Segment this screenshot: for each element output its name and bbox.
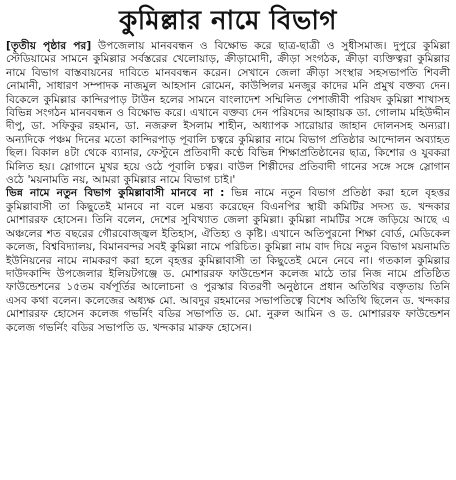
- continued-from-label: [তৃতীয় পৃষ্ঠার পর]: [6, 40, 92, 52]
- subheading: ভিন্ন নামে নতুন বিভাগ কুমিল্লাবাসী মানবে না :: [6, 187, 225, 200]
- headline: কুমিল্লার নামে বিভাগ: [119, 6, 337, 36]
- paragraph-intro: [6, 40, 450, 187]
- paragraph-second: [6, 187, 450, 334]
- paragraph-intro-text: উপজেলায় মানববন্ধন ও বিক্ষোভ করে ছাত্র-ছাত্রী ও সুধীসমাজ। দুপুরে কুমিল্লা স্টেডিয়ামের সামনে কুমিল্লার সর্বস্তরের খেলোয়াড়, ক্রীড়ামোদী, ক্রীড়া সংগঠক, ক্রীড়া ব্যক্তিত্বরা কুমিল্লার নামে বিভাগ বাস্তবায়নের দাবিতে মানববন্ধন করেন। সেখানে জেলা ক্রীড়া সংস্থার সহসভাপতি শিবলী নোমানী, সাধারণ সম্পাদক নাজমুল আহসান রোমেন, কাউন্সিলর মনজুর কাদের মনি প্রমুখ বক্তব্য দেন। বিকেলে কুমিল্লার কান্দিরপাড় টাউন হলের সামনে বাংলাদেশ সম্মিলিত পেশাজীবী পরিষদ কুমিল্লা শাখাসহ বিভিন্ন সংগঠন মানববন্ধন ও বিক্ষোভ করে। এখানে বক্তব্য দেন পরিষদের আহ্বায়ক ডা. গোলাম মহিউদ্দীন দীপু, ডা. সফিকুর রহমান, ডা. নজরুল ইসলাম শাহীন, অধ্যাপক সারোয়ার জাহান দোলনসহ অন্যরা। অন্যদিকে পঞ্চম দিনের মতো কান্দিরপাড় পূবালি চত্বরে কুমিল্লার নামে বিভাগ প্রতিষ্ঠার আন্দোলন অব্যাহত ছিল। বিকাল ৪টা থেকে ব্যানার, ফেস্টুনে প্রতিবাদী কণ্ঠে বিভিন্ন শিক্ষাপ্রতিষ্ঠানের ছাত্র, কিশোর ও যুবকরা মিলিত হয়। স্লোগানে মুখর হয়ে ওঠে পূবালি চত্বর। বাউল শিল্পীদের প্রতিবাদী গানের সঙ্গে সঙ্গে স্লোগান ওঠে 'ময়নামতি নয়, আমরা কুমিল্লার নামে বিভাগ চাই।': [6, 40, 450, 187]
- paragraph-second-text: ভিন্ন নামে নতুন বিভাগ প্রতিষ্ঠা করা হলে বৃহত্তর কুমিল্লাবাসী তা কিছুতেই মানবে না বলে মন্তব্য করেছেন বিএনপির স্থায়ী কমিটির সদস্য ড. খন্দকার মোশাররফ হোসেন। তিনি বলেন, দেশের সুবিখ্যাত জেলা কুমিল্লা। কুমিল্লা নামটির সঙ্গে জড়িয়ে আছে এ অঞ্চলের শত বছরের গৌরবোজ্জ্বল ইতিহাস, ঐতিহ্য ও কৃষ্টি। এখানে অতিপুরনো শিক্ষা বোর্ড, মেডিকেল কলেজ, বিশ্ববিদ্যালয়, বিমানবন্দর সবই কুমিল্লা নামে পরিচিত। কুমিল্লা নাম বাদ দিয়ে নতুন বিভাগ ময়নামতি ইউনিয়নের নামে নামকরণ করা হলে বৃহত্তর কুমিল্লাবাসী তা কিছুতেই মেনে নেবে না। গতকাল কুমিল্লার দাউদকান্দি উপজেলার ইলিয়টগঞ্জে ড. মোশাররফ ফাউন্ডেশন কলেজ মাঠে তার নিজ নামে প্রতিষ্ঠিত ফাউন্ডেশনের ১৫তম বর্ষপূর্তির আলোচনা ও পুরস্কার বিতরণী অনুষ্ঠানে প্রধান অতিথির বক্তৃতায় তিনি এসব কথা বলেন। কলেজের অধ্যক্ষ মো. আবদুর রহমানের সভাপতিত্বে বিশেষ অতিথি ছিলেন ড. খন্দকার মোশাররফ হোসেন কলেজ গভর্নিং বডির সভাপতি ড. মো. নুরুল আমিন ও ড. মোশাররফ ফাউন্ডেশন কলেজ গভর্নিং বডির সভাপতি ড. খন্দকার মারুফ হোসেন।: [6, 187, 451, 334]
